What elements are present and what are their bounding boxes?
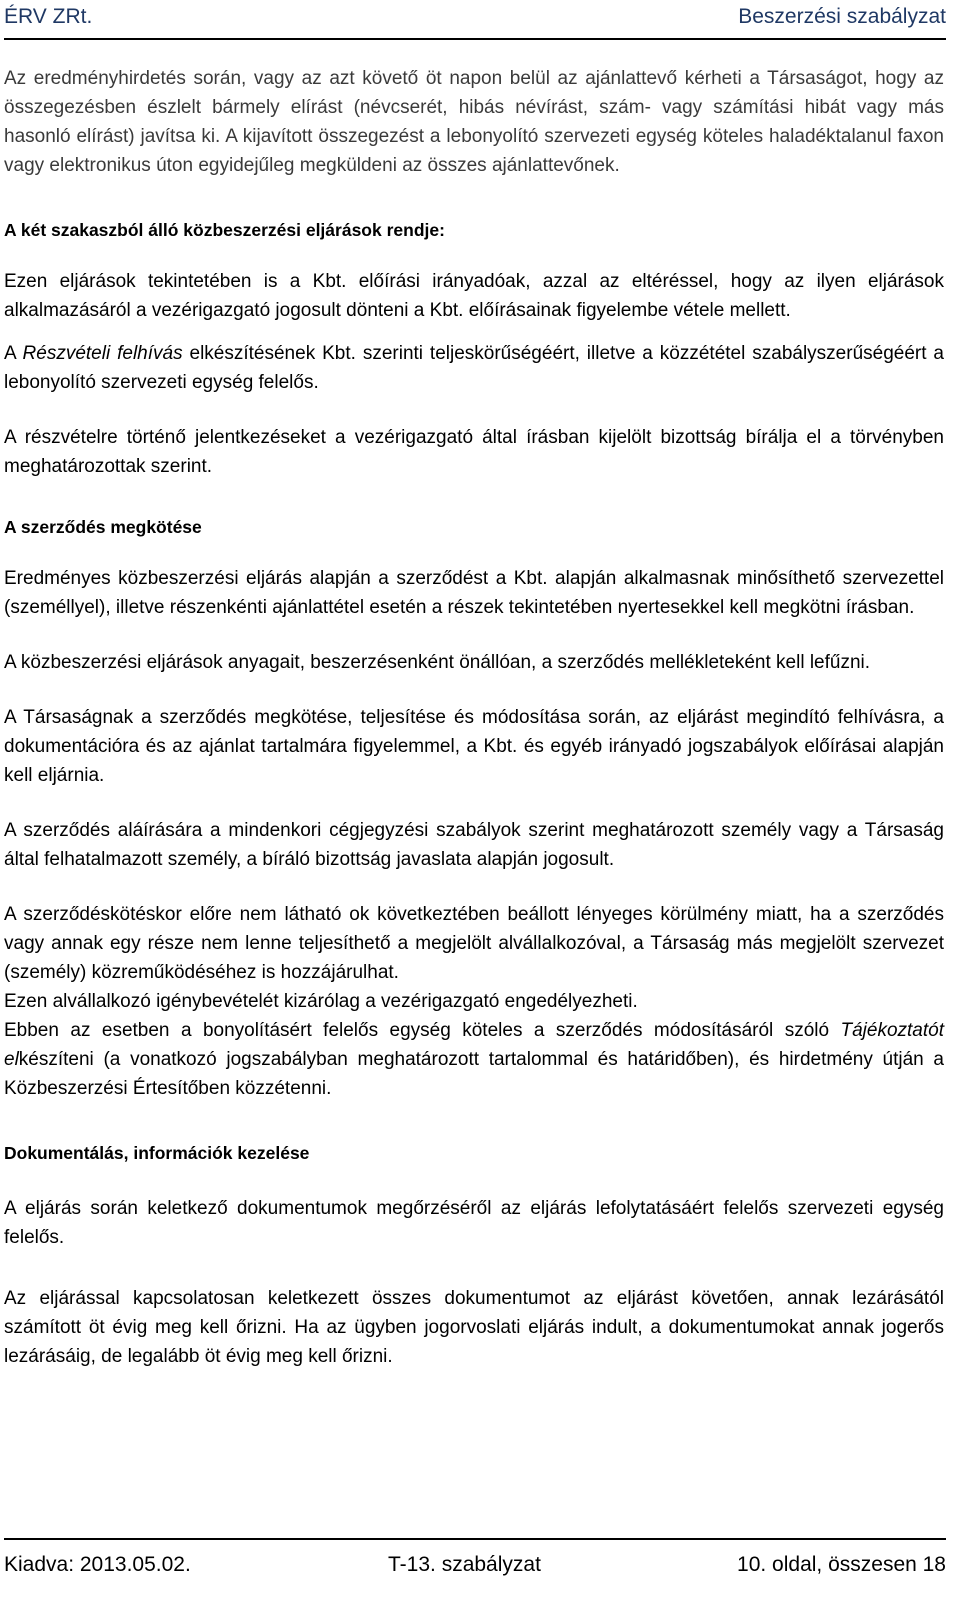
page-header bbox=[4, 2, 946, 40]
document-body bbox=[4, 64, 944, 1371]
heading-documentation: Dokumentálás, információk kezelése bbox=[4, 1143, 310, 1163]
paragraph-filing-materials: A közbeszerzési eljárások anyagait, beszerzésenként önállóan, a szerződés mellékleteként kell lefűzni. bbox=[4, 652, 871, 673]
paragraph-retention-period: Az eljárással kapcsolatosan keletkezett összes dokumentumot az eljárást követően, annak lezárásától számított öt évig meg kell őrizni. Ha az ügyben jogorvoslati eljárás indult, a dokumentumokat annak jogerős lezárásáig, de legalább öt évig meg kell őrizni. bbox=[4, 1288, 944, 1367]
paragraph-modification-notice bbox=[4, 1016, 944, 1103]
participation-notice-text-b: elkészítésének Kbt. szerinti teljeskörűségéért, illetve a közzététel szabályszerűségéért a lebonyolító szervezeti egység felelős. bbox=[4, 343, 944, 393]
participation-notice-italic: Részvételi felhívás bbox=[22, 343, 183, 364]
heading-two-stage-procedures: A két szakaszból álló közbeszerzési eljárások rendje: bbox=[4, 220, 445, 240]
page-number: 10. oldal, összesen 18 bbox=[737, 1553, 946, 1576]
issue-date: Kiadva: 2013.05.02. bbox=[4, 1553, 191, 1576]
paragraph-two-stage-rules: Ezen eljárások tekintetében is a Kbt. előírási irányadóak, azzal az eltéréssel, hogy az ilyen eljárások alkalmazásáról a vezérigazgató jogosult dönteni a Kbt. előírásainak figyelembe vétele mellett. bbox=[4, 271, 944, 321]
paragraph-signature-authority: A szerződés aláírására a mindenkori cégjegyzési szabályok szerint meghatározott személy vagy a Társaság által felhatalmazott személy, a bíráló bizottság javaslata alapján jogosult. bbox=[4, 820, 944, 870]
paragraph-applications-review: A részvételre történő jelentkezéseket a vezérigazgató által írásban kijelölt bizottság bírálja el a törvényben meghatározottak szerint. bbox=[4, 427, 944, 477]
paragraph-correction-request: Az eredményhirdetés során, vagy az azt követő öt napon belül az ajánlattevő kérheti a Társaságot, hogy az összegezésben észlelt bármely elírást (névcserét, hibás névírást, szám- vagy számítási hibát vagy más hasonló elírást) javítsa ki. A kijavított összegezést a lebonyolító szervezeti egység köteles haladéktalanul faxon vagy elektronikus úton egyidejűleg megküldeni az összes ajánlattevőnek. bbox=[4, 68, 944, 176]
participation-notice-text-a: A bbox=[4, 343, 23, 364]
paragraph-contract-winner: Eredményes közbeszerzési eljárás alapján a szerződést a Kbt. alapján alkalmasnak minősíthető szervezettel (személlyel), illetve részenkénti ajánlattétel esetén a részek tekintetében nyertesekkel kell megkötni írásban. bbox=[4, 568, 944, 618]
page-footer bbox=[4, 1538, 946, 1584]
paragraph-company-obligations: A Társaságnak a szerződés megkötése, teljesítése és módosítása során, az eljárást megindító felhívásra, a dokumentációra és az ajánlat tartalmára figyelemmel, a Kbt. és egyéb irányadó jogszabályok előírásai alapján kell eljárnia. bbox=[4, 707, 944, 786]
modification-notice-text-b: készíteni (a vonatkozó jogszabályban meghatározott tartalommal és határidőben), és hirdetmény útján a Közbeszerzési Értesítőben közzétenni. bbox=[4, 1049, 944, 1099]
modification-notice-italic: Tájékoztatót el bbox=[4, 1020, 944, 1070]
regulation-code: T-13. szabályzat bbox=[388, 1553, 541, 1576]
document-title: Beszerzési szabályzat bbox=[738, 5, 946, 28]
paragraph-participation-notice bbox=[4, 339, 944, 397]
heading-contract-conclusion: A szerződés megkötése bbox=[4, 517, 202, 537]
paragraph-subcontractor-approval: Ezen alvállalkozó igénybevételét kizárólag a vezérigazgató engedélyezheti. bbox=[4, 991, 638, 1012]
paragraph-subcontractor-change: A szerződéskötéskor előre nem látható ok következtében beállott lényeges körülmény miatt, ha a szerződés vagy annak egy része nem lenne teljesíthető a megjelölt alvállalkozóval, a Társaság más megjelölt szervezet (személy) közreműködéséhez is hozzájárulhat. bbox=[4, 904, 944, 983]
modification-notice-text-a: Ebben az esetben a bonyolításért felelős egység köteles a szerződés módosításáról szóló bbox=[4, 1020, 841, 1041]
company-name: ÉRV ZRt. bbox=[4, 5, 93, 28]
paragraph-document-custody: A eljárás során keletkező dokumentumok megőrzéséről az eljárás lefolytatásáért felelős szervezeti egység felelős. bbox=[4, 1198, 944, 1248]
